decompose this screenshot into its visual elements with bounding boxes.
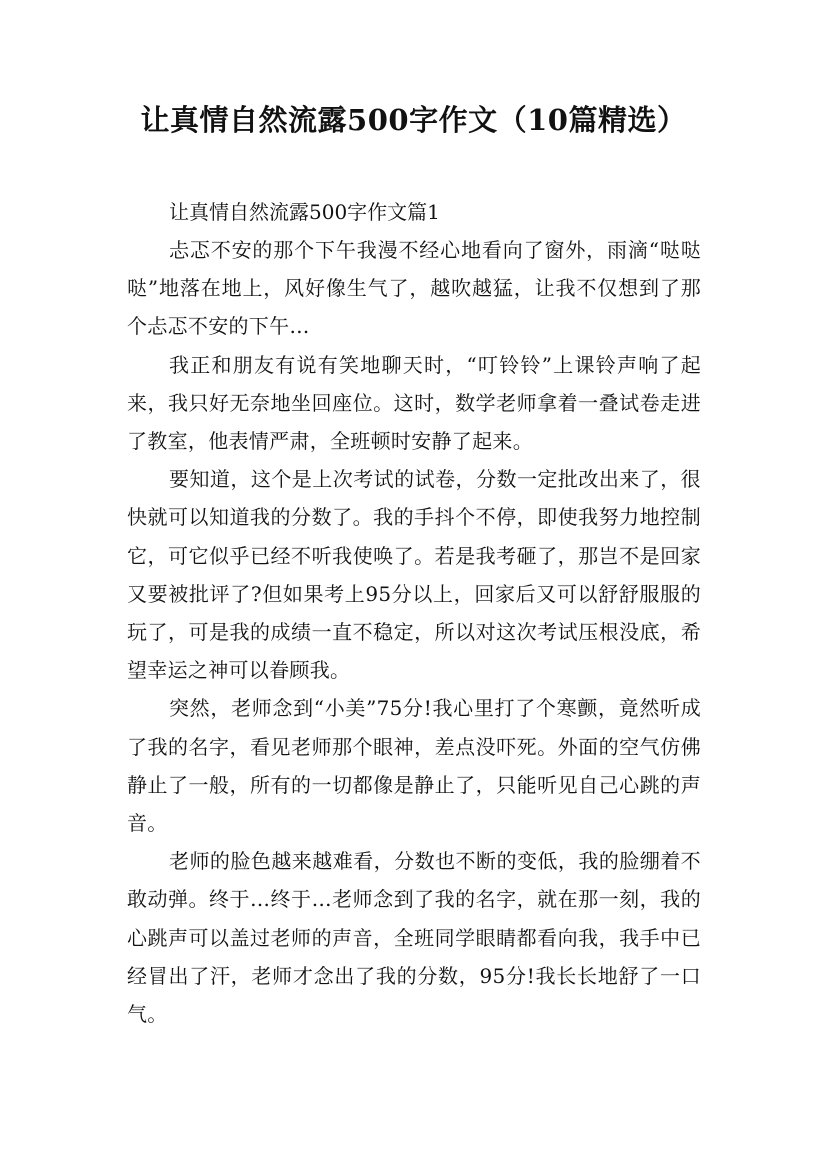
paragraph-2: 我正和朋友有说有笑地聊天时，“叮铃铃”上课铃声响了起来，我只好无奈地坐回座位。这时，数学老师拿着一叠试卷走进了教室，他表情严肃，全班顿时安静了起来。 bbox=[127, 352, 701, 454]
document-body bbox=[127, 194, 701, 1033]
paragraph-1: 忐忑不安的那个下午我漫不经心地看向了窗外，雨滴“哒哒哒”地落在地上，风好像生气了，越吹越猛，让我不仅想到了那个忐忑不安的下午… bbox=[127, 238, 701, 339]
document-title: 让真情自然流露500字作文（10篇精选） bbox=[140, 103, 687, 137]
paragraph-3: 要知道，这个是上次考试的试卷，分数一定批改出来了，很快就可以知道我的分数了。我的手抖个不停，即使我努力地控制它，可它似乎已经不听我使唤了。若是我考砸了，那岂不是回家又要被批评了?但如果考上95分以上，回家后又可以舒舒服服的玩了，可是我的成绩一直不稳定，所以对这次考试压根没底，希望幸运之神可以眷顾我。 bbox=[127, 467, 701, 683]
paragraph-4: 突然，老师念到“小美”75分!我心里打了个寒颤，竟然听成了我的名字，看见老师那个眼神，差点没吓死。外面的空气仿佛静止了一般，所有的一切都像是静止了，只能听见自己心跳的声音。 bbox=[127, 696, 701, 836]
paragraph-5: 老师的脸色越来越难看，分数也不断的变低，我的脸绷着不敢动弹。终于…终于…老师念到了我的名字，就在那一刻，我的心跳声可以盖过老师的声音，全班同学眼睛都看向我，我手中已经冒出了汗，老师才念出了我的分数，95分!我长长地舒了一口气。 bbox=[127, 849, 701, 1027]
section-heading: 让真情自然流露500字作文篇1 bbox=[169, 200, 440, 224]
